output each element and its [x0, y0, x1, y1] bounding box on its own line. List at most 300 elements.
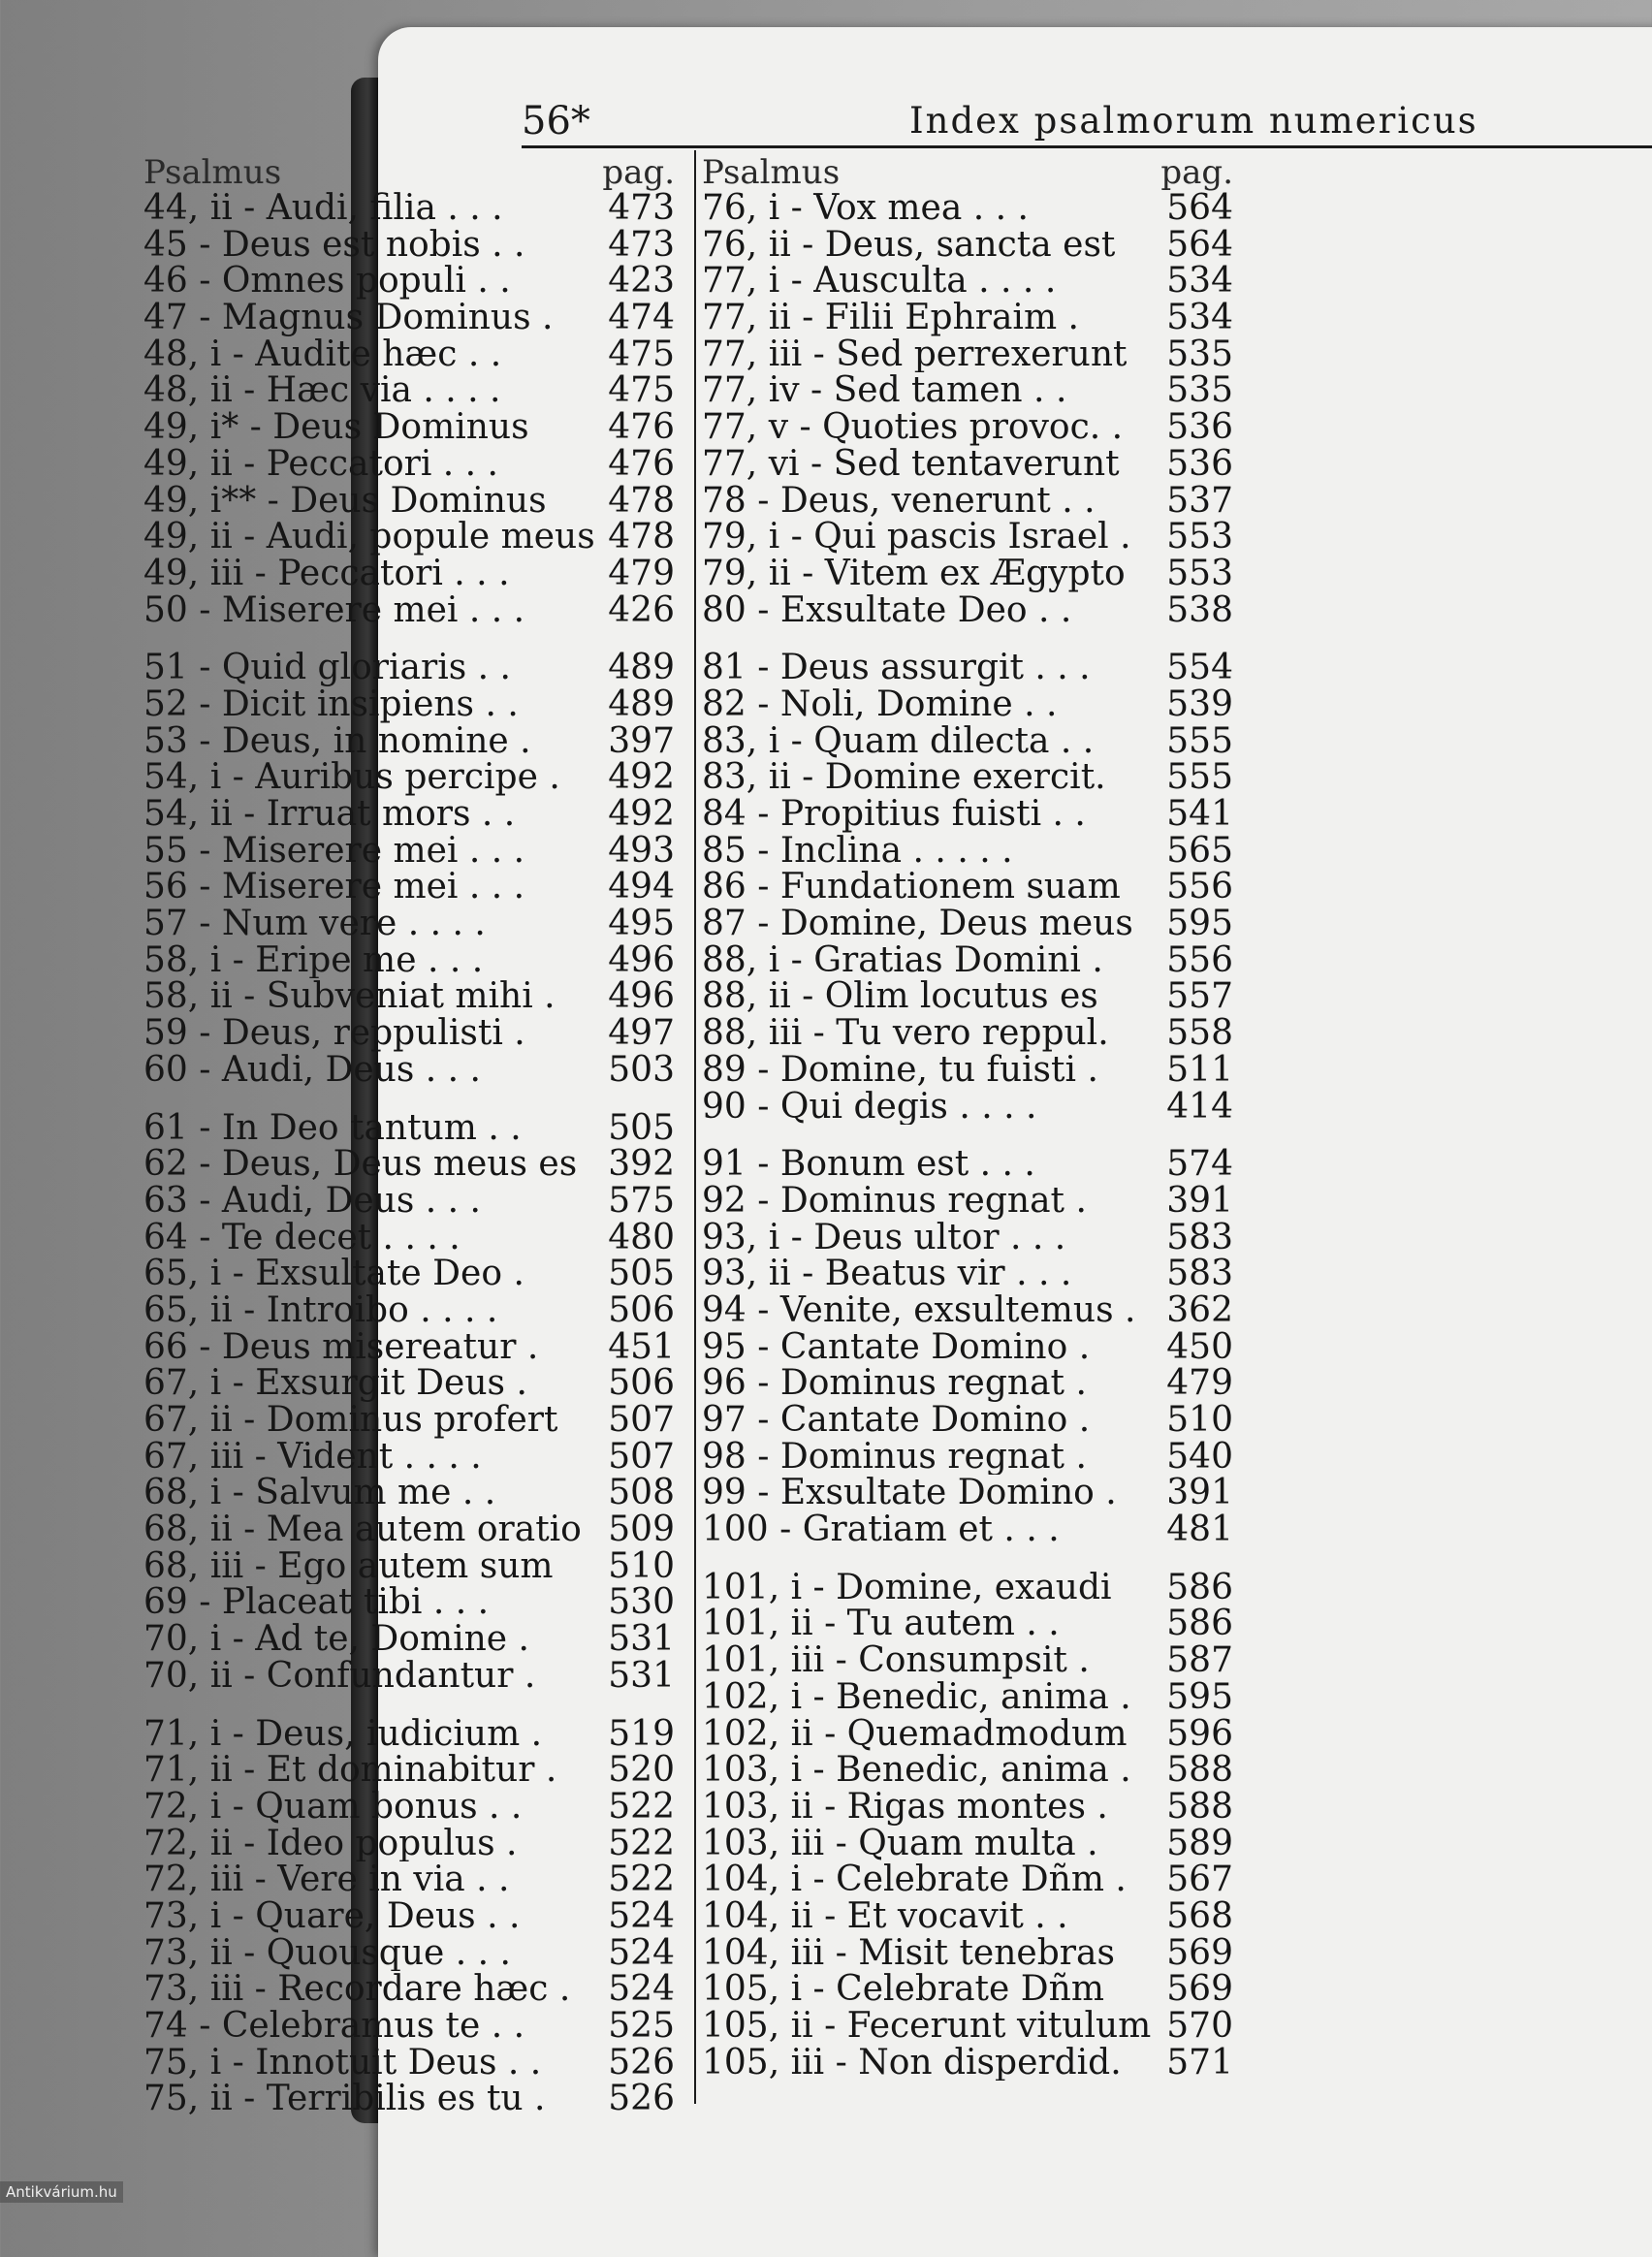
entry-title: 55 - Miserere mei . . .	[143, 832, 525, 870]
entry-page-number: 586	[1166, 1569, 1233, 1606]
entry-page-number: 526	[608, 2081, 675, 2118]
entry-title: 77, v - Quoties provoc. .	[702, 409, 1124, 446]
entry-title: 96 - Dominus regnat .	[702, 1365, 1087, 1402]
entry-page-number: 556	[1166, 941, 1233, 979]
index-entry	[702, 519, 1233, 556]
entry-page-number: 564	[1166, 226, 1233, 264]
column-header-psalmus: Psalmus	[143, 153, 282, 192]
entry-page-number: 565	[1166, 832, 1233, 870]
index-entry	[702, 1716, 1233, 1753]
entry-title: 54, ii - Irruat mors . .	[143, 796, 516, 833]
index-entry	[702, 1511, 1233, 1548]
entry-page-number: 414	[1166, 1088, 1233, 1126]
index-entry	[143, 978, 675, 1015]
index-entry	[702, 1015, 1233, 1052]
entry-title: 68, i - Salvum me . .	[143, 1475, 496, 1512]
group-gap	[702, 1125, 1233, 1146]
index-entry	[702, 1256, 1233, 1292]
group-gap	[702, 1548, 1233, 1570]
entry-title: 49, ii - Peccatori . . .	[143, 445, 498, 483]
entry-title: 51 - Quid gloriaris . .	[143, 650, 511, 686]
entry-title: 99 - Exsultate Domino .	[702, 1475, 1117, 1512]
entry-title: 79, ii - Vitem ex Ægypto	[702, 555, 1126, 592]
entry-page-number: 586	[1166, 1605, 1233, 1643]
entry-title: 65, ii - Introibo . . . .	[143, 1291, 498, 1329]
entry-title: 77, ii - Filii Ephraim .	[702, 300, 1079, 336]
index-entry	[143, 1826, 675, 1862]
entry-title: 73, ii - Quousque . . .	[143, 1934, 512, 1972]
entry-page-number: 508	[608, 1475, 675, 1512]
entry-page-number: 426	[608, 591, 675, 629]
entry-title: 95 - Cantate Domino .	[702, 1328, 1091, 1366]
entry-title: 72, ii - Ideo populus .	[143, 1825, 518, 1862]
index-entry	[143, 556, 675, 592]
index-entry	[143, 409, 675, 446]
entry-page-number: 451	[608, 1328, 675, 1366]
entry-title: 65, i - Exsultate Deo .	[143, 1256, 524, 1292]
index-entry	[702, 1935, 1233, 1972]
entry-page-number: 507	[608, 1402, 675, 1439]
index-entry	[143, 1971, 675, 2008]
entry-page-number: 520	[608, 1752, 675, 1789]
entry-title: 81 - Deus assurgit . . .	[702, 650, 1091, 686]
entry-title: 92 - Dominus regnat .	[702, 1182, 1087, 1220]
entry-title: 85 - Inclina . . . . .	[702, 832, 1013, 870]
index-entry	[143, 942, 675, 979]
entry-page-number: 539	[1166, 685, 1233, 723]
index-entry	[143, 1511, 675, 1548]
index-entry	[143, 227, 675, 264]
entry-title: 77, vi - Sed tentaverunt	[702, 445, 1120, 483]
entry-page-number: 536	[1166, 445, 1233, 483]
entry-title: 47 - Magnus Dominus .	[143, 300, 554, 336]
group-gap	[143, 1695, 675, 1716]
entry-title: 49, ii - Audi, popule meus	[143, 519, 595, 556]
entry-page-number: 568	[1166, 1897, 1233, 1935]
entry-title: 88, ii - Olim locutus es	[702, 978, 1098, 1016]
entry-title: 83, i - Quam dilecta . .	[702, 722, 1095, 760]
entry-page-number: 510	[608, 1547, 675, 1585]
index-column-left	[143, 155, 675, 2117]
entry-page-number: 531	[608, 1621, 675, 1658]
entry-title: 90 - Qui degis . . . .	[702, 1088, 1037, 1126]
watermark: Antikvárium.hu	[0, 2181, 123, 2203]
entry-title: 57 - Num vere . . . .	[143, 906, 486, 942]
index-entry	[702, 1089, 1233, 1126]
index-entry	[143, 519, 675, 556]
entry-title: 75, ii - Terribilis es tu .	[143, 2081, 546, 2118]
entry-title: 70, ii - Confundantur .	[143, 1657, 536, 1695]
index-entry	[143, 1584, 675, 1621]
entry-title: 54, i - Auribus percipe .	[143, 759, 560, 796]
entry-title: 49, i* - Deus Dominus	[143, 409, 529, 446]
entry-page-number: 522	[608, 1788, 675, 1826]
entry-title: 102, i - Benedic, anima .	[702, 1678, 1131, 1716]
entry-page-number: 495	[608, 906, 675, 942]
entry-page-number: 476	[608, 445, 675, 483]
entry-title: 69 - Placeat tibi . . .	[143, 1584, 490, 1622]
entry-page-number: 569	[1166, 1934, 1233, 1972]
entry-title: 71, i - Deus, iudicium .	[143, 1715, 543, 1753]
index-entry	[143, 1220, 675, 1256]
index-entry	[143, 1110, 675, 1147]
entry-page-number: 567	[1166, 1861, 1233, 1898]
entry-title: 76, i - Vox mea . . .	[702, 190, 1029, 227]
group-gap	[702, 628, 1233, 650]
entry-page-number: 507	[608, 1438, 675, 1476]
entry-title: 91 - Bonum est . . .	[702, 1146, 1035, 1183]
index-entry	[143, 2081, 675, 2117]
entry-title: 48, ii - Hæc via . . . .	[143, 372, 501, 410]
entry-page-number: 503	[608, 1051, 675, 1089]
index-entry	[702, 2008, 1233, 2045]
entry-page-number: 538	[1166, 591, 1233, 629]
entry-title: 77, iii - Sed perrexerunt	[702, 335, 1128, 373]
index-entry	[143, 723, 675, 760]
group-gap	[143, 1089, 675, 1110]
entry-page-number: 570	[1166, 2008, 1233, 2045]
index-entry	[143, 1475, 675, 1511]
entry-page-number: 492	[608, 759, 675, 796]
entry-page-number: 589	[1166, 1825, 1233, 1862]
entry-title: 78 - Deus, venerunt . .	[702, 482, 1096, 520]
index-entry	[702, 1752, 1233, 1789]
entry-page-number: 524	[608, 1971, 675, 2008]
entry-page-number: 535	[1166, 372, 1233, 410]
index-entry	[702, 1826, 1233, 1862]
index-entry	[702, 978, 1233, 1015]
entry-page-number: 476	[608, 409, 675, 446]
index-entry	[143, 686, 675, 723]
index-column-right	[702, 155, 1233, 2081]
index-entry	[702, 1971, 1233, 2008]
entry-page-number: 583	[1166, 1219, 1233, 1256]
entry-page-number: 479	[608, 555, 675, 592]
index-entry	[143, 1621, 675, 1658]
entry-title: 59 - Deus, reppulisti .	[143, 1015, 525, 1052]
index-entry	[143, 650, 675, 686]
entry-title: 88, iii - Tu vero reppul.	[702, 1015, 1109, 1052]
entry-page-number: 494	[608, 869, 675, 906]
index-entry	[143, 300, 675, 336]
index-entry	[702, 1642, 1233, 1679]
entry-page-number: 541	[1166, 796, 1233, 833]
entry-page-number: 450	[1166, 1328, 1233, 1366]
entry-title: 73, i - Quare, Deus . .	[143, 1897, 521, 1935]
index-entry	[702, 300, 1233, 336]
entry-page-number: 475	[608, 335, 675, 373]
entry-title: 97 - Cantate Domino .	[702, 1402, 1091, 1439]
index-entry	[702, 1292, 1233, 1329]
entry-page-number: 474	[608, 300, 675, 336]
entry-page-number: 587	[1166, 1642, 1233, 1679]
index-entry	[702, 759, 1233, 796]
entry-title: 83, ii - Domine exercit.	[702, 759, 1106, 796]
entry-title: 87 - Domine, Deus meus	[702, 906, 1133, 942]
index-entry	[702, 1679, 1233, 1716]
entry-page-number: 595	[1166, 906, 1233, 942]
entry-title: 60 - Audi, Deus . . .	[143, 1051, 481, 1089]
index-entry	[702, 446, 1233, 483]
entry-title: 105, i - Celebrate Dñm	[702, 1971, 1104, 2008]
entry-page-number: 478	[608, 482, 675, 520]
entry-title: 93, i - Deus ultor . . .	[702, 1219, 1066, 1256]
index-entry	[143, 2045, 675, 2082]
entry-page-number: 506	[608, 1365, 675, 1402]
index-entry	[143, 1146, 675, 1183]
index-entry	[143, 1052, 675, 1089]
index-entry	[143, 1658, 675, 1695]
entry-page-number: 588	[1166, 1752, 1233, 1789]
index-entry	[702, 556, 1233, 592]
index-entry	[702, 1439, 1233, 1476]
index-entry	[702, 409, 1233, 446]
index-entry	[702, 483, 1233, 520]
entry-page-number: 553	[1166, 519, 1233, 556]
index-entry	[702, 833, 1233, 870]
index-entry	[702, 1789, 1233, 1826]
entry-page-number: 569	[1166, 1971, 1233, 2008]
entry-page-number: 496	[608, 941, 675, 979]
entry-title: 49, i** - Deus Dominus	[143, 482, 547, 520]
entry-page-number: 588	[1166, 1788, 1233, 1826]
entry-title: 105, ii - Fecerunt vitulum	[702, 2008, 1152, 2045]
entry-title: 101, iii - Consumpsit .	[702, 1642, 1090, 1679]
entry-page-number: 535	[1166, 335, 1233, 373]
entry-page-number: 531	[608, 1657, 675, 1695]
index-entry	[702, 1365, 1233, 1402]
index-entry	[143, 483, 675, 520]
index-entry	[143, 869, 675, 906]
index-entry	[143, 1402, 675, 1439]
index-entry	[143, 2008, 675, 2045]
entry-page-number: 522	[608, 1861, 675, 1898]
entry-page-number: 554	[1166, 650, 1233, 686]
entry-title: 102, ii - Quemadmodum	[702, 1715, 1128, 1753]
running-title: Index psalmorum numericus	[909, 100, 1478, 142]
entry-title: 89 - Domine, tu fuisti .	[702, 1051, 1098, 1089]
entry-title: 104, ii - Et vocavit . .	[702, 1897, 1068, 1935]
index-entry	[702, 906, 1233, 942]
entry-title: 52 - Dicit insipiens . .	[143, 685, 519, 723]
entry-title: 105, iii - Non disperdid.	[702, 2044, 1122, 2082]
index-entry	[143, 263, 675, 300]
index-entry	[143, 1716, 675, 1753]
entry-title: 82 - Noli, Domine . .	[702, 685, 1058, 723]
entry-page-number: 556	[1166, 869, 1233, 906]
index-entry	[143, 1548, 675, 1585]
entry-title: 45 - Deus est nobis . .	[143, 226, 525, 264]
index-entry	[702, 2045, 1233, 2082]
entry-title: 67, iii - Vident . . . .	[143, 1438, 482, 1476]
entry-page-number: 583	[1166, 1256, 1233, 1292]
entry-title: 103, ii - Rigas montes .	[702, 1788, 1108, 1826]
column-header	[702, 155, 1233, 190]
entry-title: 86 - Fundationem suam	[702, 869, 1121, 906]
entry-page-number: 506	[608, 1291, 675, 1329]
index-entry	[143, 906, 675, 942]
index-entry	[143, 1861, 675, 1898]
entry-title: 101, i - Domine, exaudi	[702, 1569, 1112, 1606]
entry-page-number: 553	[1166, 555, 1233, 592]
entry-title: 49, iii - Peccatori . . .	[143, 555, 510, 592]
column-divider	[694, 150, 696, 2104]
entry-page-number: 505	[608, 1256, 675, 1292]
index-entry	[702, 592, 1233, 629]
index-entry	[143, 1183, 675, 1220]
entry-title: 101, ii - Tu autem . .	[702, 1605, 1060, 1643]
entry-page-number: 575	[608, 1182, 675, 1220]
entry-title: 72, i - Quam bonus . .	[143, 1788, 523, 1826]
entry-title: 63 - Audi, Deus . . .	[143, 1182, 481, 1220]
entry-page-number: 596	[1166, 1715, 1233, 1753]
entry-page-number: 509	[608, 1511, 675, 1548]
index-entry	[702, 1220, 1233, 1256]
index-entry	[143, 1439, 675, 1476]
index-entry	[702, 336, 1233, 373]
index-entry	[702, 1183, 1233, 1220]
entry-title: 50 - Miserere mei . . .	[143, 591, 525, 629]
index-entry	[702, 1146, 1233, 1183]
group-gap	[143, 628, 675, 650]
entry-page-number: 530	[608, 1584, 675, 1622]
index-entry	[143, 1935, 675, 1972]
entry-title: 68, ii - Mea autem oratio	[143, 1511, 582, 1548]
entry-title: 103, i - Benedic, anima .	[702, 1752, 1131, 1789]
entry-page-number: 537	[1166, 482, 1233, 520]
column-header	[143, 155, 675, 190]
entry-title: 62 - Deus, Deus meus es	[143, 1146, 578, 1183]
entry-page-number: 510	[1166, 1402, 1233, 1439]
index-entry	[143, 1015, 675, 1052]
entry-page-number: 489	[608, 650, 675, 686]
entry-page-number: 526	[608, 2044, 675, 2082]
running-header	[522, 87, 1652, 148]
entry-page-number: 524	[608, 1897, 675, 1935]
index-entry	[702, 686, 1233, 723]
entry-title: 73, iii - Recordare hæc .	[143, 1971, 571, 2008]
entry-page-number: 534	[1166, 300, 1233, 336]
entry-page-number: 480	[608, 1219, 675, 1256]
entry-page-number: 534	[1166, 263, 1233, 301]
entry-page-number: 511	[1166, 1051, 1233, 1089]
entry-page-number: 595	[1166, 1678, 1233, 1716]
index-entry	[143, 1292, 675, 1329]
index-entry	[702, 227, 1233, 264]
entry-page-number: 479	[1166, 1365, 1233, 1402]
entry-page-number: 496	[608, 978, 675, 1016]
entry-title: 58, i - Eripe me . . .	[143, 941, 484, 979]
entry-page-number: 519	[608, 1715, 675, 1753]
entry-title: 48, i - Audite hæc . .	[143, 335, 502, 373]
entry-page-number: 481	[1166, 1511, 1233, 1548]
index-entry	[143, 592, 675, 629]
entry-title: 77, i - Ausculta . . . .	[702, 263, 1057, 301]
index-entry	[702, 1570, 1233, 1606]
index-entry	[143, 1329, 675, 1366]
entry-title: 74 - Celebramus te . .	[143, 2008, 525, 2045]
index-entry	[143, 833, 675, 870]
entry-title: 71, ii - Et dominabitur .	[143, 1752, 557, 1789]
entry-page-number: 540	[1166, 1438, 1233, 1476]
entry-title: 68, iii - Ego autem sum	[143, 1547, 554, 1585]
entry-page-number: 564	[1166, 190, 1233, 227]
entry-title: 56 - Miserere mei . . .	[143, 869, 525, 906]
entry-title: 104, iii - Misit tenebras	[702, 1934, 1115, 1972]
entry-title: 77, iv - Sed tamen . .	[702, 372, 1067, 410]
entry-title: 98 - Dominus regnat .	[702, 1438, 1087, 1476]
entry-title: 76, ii - Deus, sancta est	[702, 226, 1116, 264]
entry-page-number: 558	[1166, 1015, 1233, 1052]
index-entry	[143, 1789, 675, 1826]
entry-title: 93, ii - Beatus vir . . .	[702, 1256, 1072, 1292]
index-entry	[143, 372, 675, 409]
index-entry	[143, 1256, 675, 1292]
entry-page-number: 362	[1166, 1291, 1233, 1329]
entry-page-number: 555	[1166, 722, 1233, 760]
entry-title: 79, i - Qui pascis Israel .	[702, 519, 1131, 556]
entry-title: 84 - Propitius fuisti . .	[702, 796, 1086, 833]
entry-page-number: 493	[608, 832, 675, 870]
entry-page-number: 492	[608, 796, 675, 833]
index-entry	[702, 869, 1233, 906]
entry-page-number: 536	[1166, 409, 1233, 446]
entry-title: 72, iii - Vere in via . .	[143, 1861, 510, 1898]
entry-title: 100 - Gratiam et . . .	[702, 1511, 1060, 1548]
entry-page-number: 391	[1166, 1475, 1233, 1512]
entry-page-number: 522	[608, 1825, 675, 1862]
index-entry	[702, 723, 1233, 760]
entry-page-number: 571	[1166, 2044, 1233, 2082]
entry-title: 104, i - Celebrate Dñm .	[702, 1861, 1127, 1898]
column-header-pag: pag.	[1160, 153, 1233, 192]
index-entry	[702, 1052, 1233, 1089]
column-header-pag: pag.	[602, 153, 675, 192]
entry-title: 88, i - Gratias Domini .	[702, 941, 1103, 979]
index-entry	[143, 446, 675, 483]
entry-title: 67, ii - Dominus profert	[143, 1402, 558, 1439]
index-entry	[702, 1329, 1233, 1366]
entry-page-number: 505	[608, 1109, 675, 1147]
entry-page-number: 557	[1166, 978, 1233, 1016]
index-entry	[702, 650, 1233, 686]
index-entry	[143, 796, 675, 833]
entry-title: 58, ii - Subveniat mihi .	[143, 978, 556, 1016]
index-entry	[143, 759, 675, 796]
entry-page-number: 397	[608, 722, 675, 760]
entry-page-number: 391	[1166, 1182, 1233, 1220]
entry-title: 75, i - Innotuit Deus . .	[143, 2044, 542, 2082]
entry-page-number: 475	[608, 372, 675, 410]
entry-title: 66 - Deus misereatur .	[143, 1328, 539, 1366]
entry-title: 44, ii - Audi, filia . . .	[143, 190, 503, 227]
index-entry	[702, 1605, 1233, 1642]
index-entry	[143, 336, 675, 373]
column-header-psalmus: Psalmus	[702, 153, 841, 192]
entry-page-number: 524	[608, 1934, 675, 1972]
entry-title: 53 - Deus, in nomine .	[143, 722, 531, 760]
index-entry	[702, 1861, 1233, 1898]
entry-title: 94 - Venite, exsultemus .	[702, 1291, 1136, 1329]
index-entry	[702, 190, 1233, 227]
entry-title: 61 - In Deo tantum . .	[143, 1109, 522, 1147]
entry-page-number: 473	[608, 226, 675, 264]
entry-page-number: 525	[608, 2008, 675, 2045]
entry-page-number: 478	[608, 519, 675, 556]
index-entry	[143, 1365, 675, 1402]
entry-title: 67, i - Exsurgit Deus .	[143, 1365, 527, 1402]
index-entry	[702, 942, 1233, 979]
